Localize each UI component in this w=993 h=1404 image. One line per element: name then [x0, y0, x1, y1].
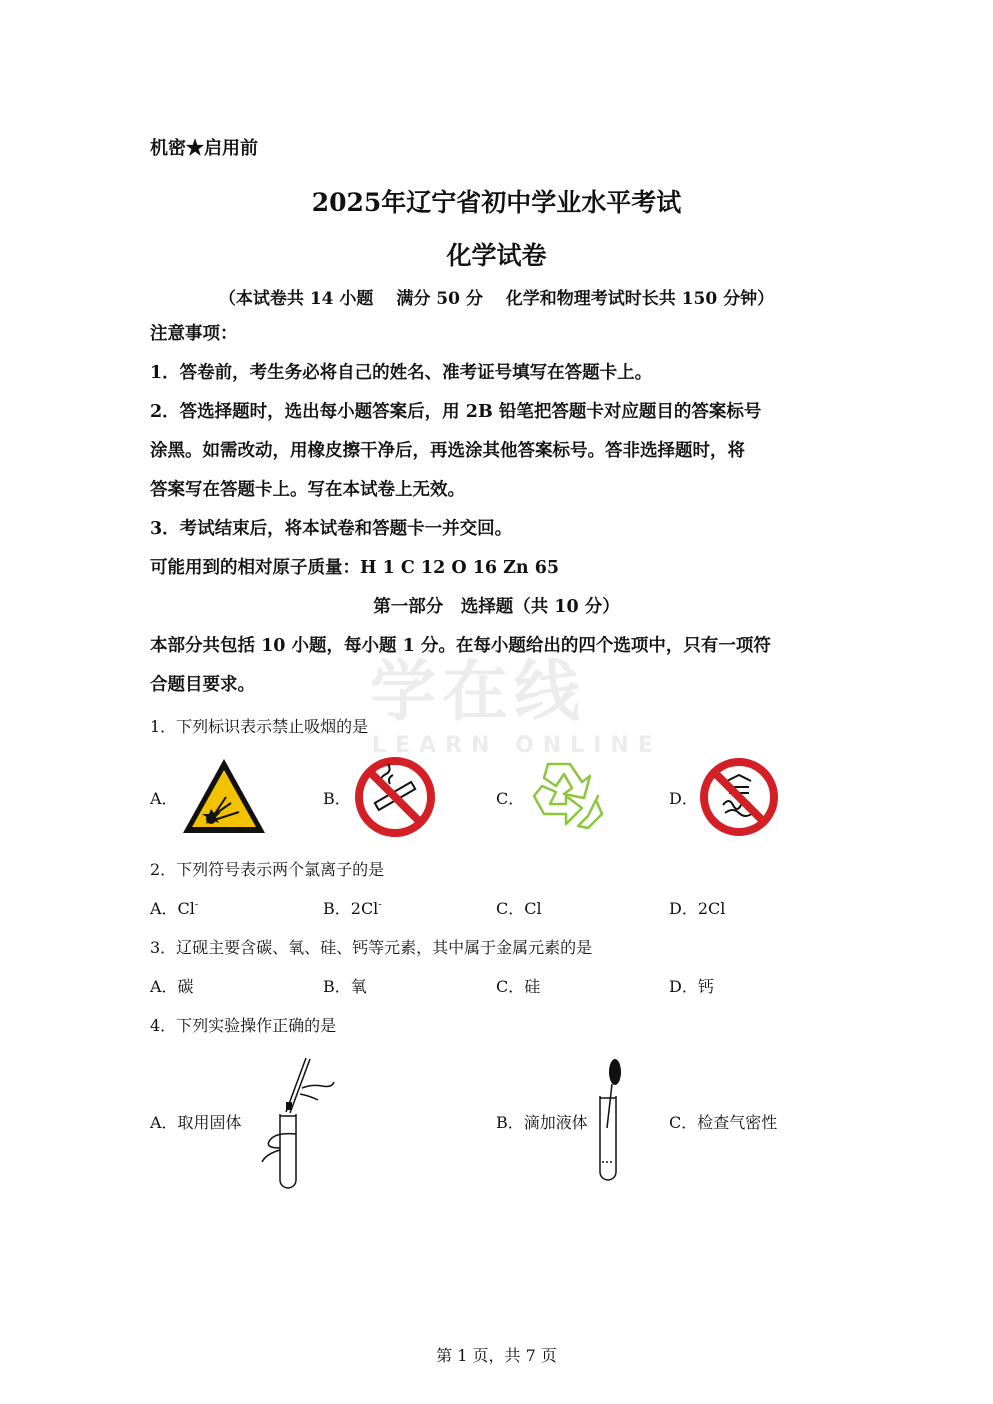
option-b: B．滴加液体: [496, 1113, 588, 1132]
recycle-icon: [526, 756, 606, 836]
exam-title: 2025年辽宁省初中学业水平考试: [311, 188, 682, 217]
part1-intro: 本部分共包括 10 小题，每小题 1 分。在每小题给出的四个选项中，只有一项符: [150, 636, 771, 656]
option-a: A．Cl-: [150, 899, 199, 918]
option-d: D．2Cl: [669, 899, 726, 918]
note-item: 涂黑。如需改动，用橡皮擦干净后，再选涂其他答案标号。答非选择题时，将: [150, 441, 745, 461]
option-d: D．: [669, 789, 698, 808]
question-stem: 4．下列实验操作正确的是: [150, 1016, 337, 1035]
watermark-en: LEARN ONLINE: [372, 733, 662, 758]
watermark-cn: 学在线: [370, 653, 586, 730]
option-b: B．2Cl-: [323, 899, 382, 918]
option-a: A．碳: [150, 977, 194, 996]
option-c: C．检查气密性: [669, 1113, 778, 1132]
explosive-warning-icon: [181, 757, 267, 835]
note-item: 3．考试结束后，将本试卷和答题卡一并交回。: [150, 519, 513, 539]
option-a: A．: [150, 789, 178, 808]
question-stem: 2．下列符号表示两个氯离子的是: [150, 860, 385, 879]
part1-intro: 合题目要求。: [150, 675, 255, 695]
exam-info: （本试卷共 14 小题 满分 50 分 化学和物理考试时长共 150 分钟）: [218, 289, 775, 309]
note-item: 2．答选择题时，选出每小题答案后，用 2B 铅笔把答题卡对应题目的答案标号: [150, 402, 762, 422]
exam-subtitle: 化学试卷: [446, 241, 547, 270]
notes-heading: 注意事项：: [150, 324, 238, 344]
dropping-liquid-illustration: [588, 1058, 638, 1184]
take-solid-illustration: [250, 1054, 340, 1190]
question-stem: 3．辽砚主要含碳、氧、硅、钙等元素，其中属于金属元素的是: [150, 938, 593, 957]
part1-heading: 第一部分 选择题（共 10 分）: [373, 597, 620, 617]
option-a: A．取用固体: [150, 1113, 242, 1132]
note-item: 答案写在答题卡上。写在本试卷上无效。: [150, 480, 465, 500]
option-c: C．Cl: [496, 899, 542, 918]
page-number: 第 1 页，共 7 页: [436, 1346, 557, 1365]
no-smoking-icon: [354, 756, 436, 838]
option-c: C．: [496, 789, 525, 808]
option-d: D．钙: [669, 977, 714, 996]
option-b: B．: [323, 789, 351, 808]
option-b: B．氧: [323, 977, 367, 996]
option-c: C．硅: [496, 977, 541, 996]
note-item: 1．答卷前，考生务必将自己的姓名、准考证号填写在答题卡上。: [150, 363, 653, 383]
atomic-mass-line: 可能用到的相对原子质量：H 1 C 12 O 16 Zn 65: [150, 558, 560, 578]
confidential-label: 机密★启用前: [150, 138, 258, 159]
no-burning-icon: [699, 757, 779, 837]
question-stem: 1．下列标识表示禁止吸烟的是: [150, 717, 369, 736]
